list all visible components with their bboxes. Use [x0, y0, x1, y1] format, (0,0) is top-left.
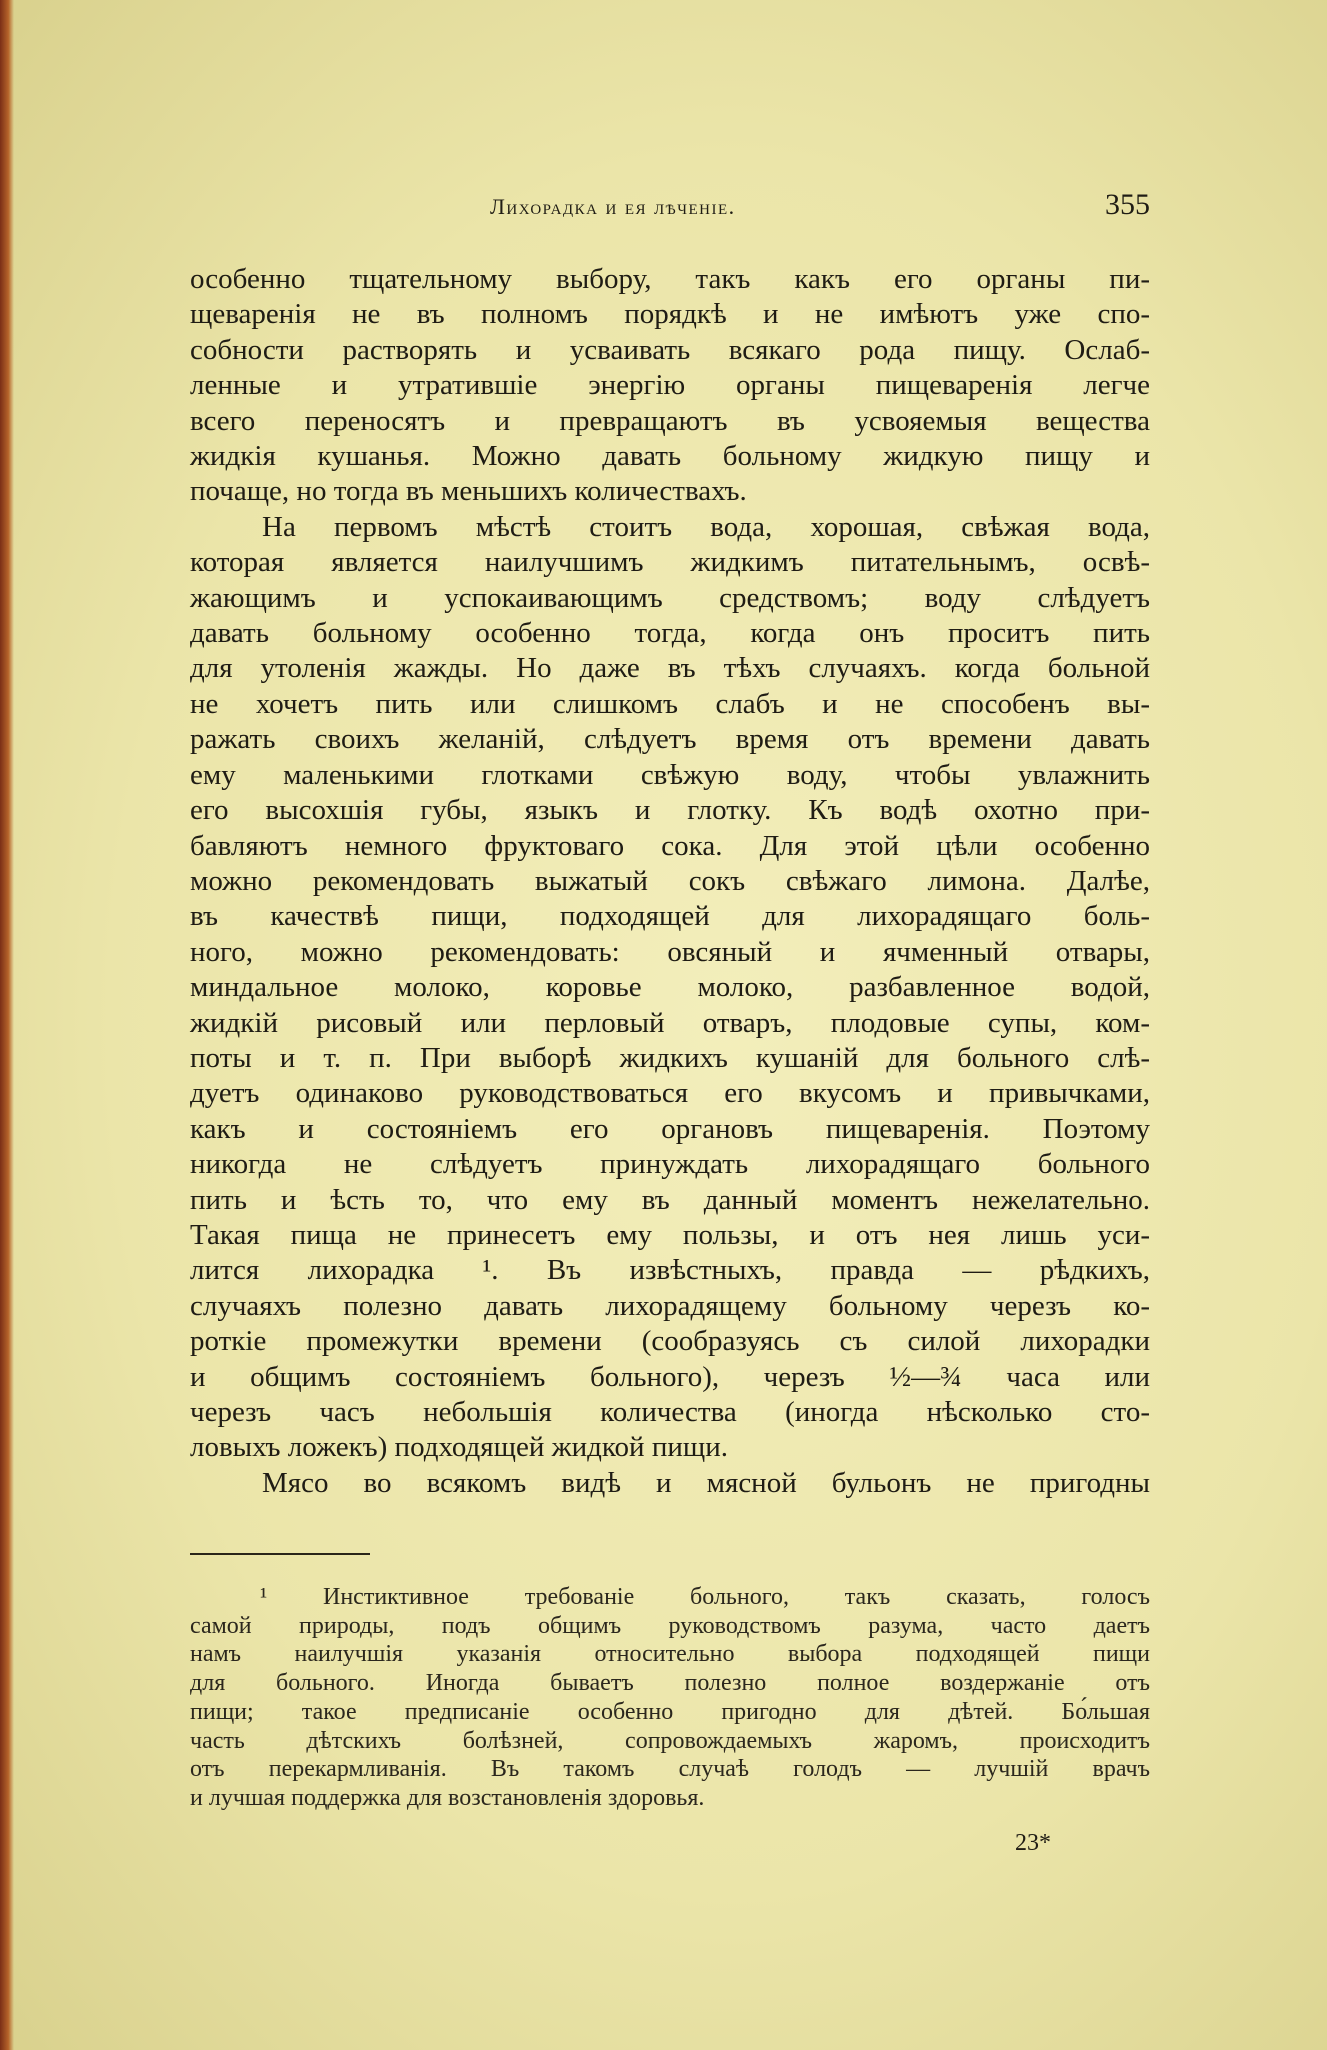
- text-line: жающимъ и успокаивающимъ средствомъ; воду слѣдуетъ: [190, 581, 1150, 614]
- footnote-line: часть дѣтскихъ болѣзней, сопровождаемыхъ жаромъ, происходитъ: [190, 1727, 1150, 1754]
- main-text: [190, 262, 1150, 1501]
- book-spine-edge: [0, 0, 14, 2050]
- text-line: На первомъ мѣстѣ стоитъ вода, хорошая, свѣжая вода,: [262, 510, 1150, 543]
- footnote-line: намъ наилучшія указанія относительно выбора подходящей пищи: [190, 1641, 1150, 1668]
- footnote-separator: [190, 1553, 370, 1555]
- printer-signature-mark: 23*: [1015, 1830, 1051, 1856]
- text-line: которая является наилучшимъ жидкимъ питательнымъ, освѣ-: [190, 546, 1150, 579]
- footnote-line: и лучшая поддержка для возстановленія здоровья.: [190, 1784, 705, 1811]
- footnote: [190, 1583, 1150, 1813]
- text-line: щеваренія не въ полномъ порядкѣ и не имѣютъ уже спо-: [190, 298, 1150, 331]
- text-line: роткіе промежутки времени (сообразуясь съ силой лихорадки: [190, 1325, 1150, 1358]
- text-line: бавляютъ немного фруктоваго сока. Для этой цѣли особенно: [190, 829, 1150, 862]
- text-line: дуетъ одинаково руководствоваться его вкусомъ и привычками,: [190, 1077, 1150, 1110]
- text-line: поты и т. п. При выборѣ жидкихъ кушаній для больного слѣ-: [190, 1041, 1150, 1074]
- text-line: жидкія кушанья. Можно давать больному жидкую пищу и: [190, 440, 1150, 473]
- text-line: собности растворять и усваивать всякаго рода пищу. Ослаб-: [190, 333, 1150, 366]
- footnote-line: отъ перекармливанія. Въ такомъ случаѣ голодъ — лучшій врачъ: [190, 1756, 1150, 1783]
- text-line: его высохшія губы, языкъ и глотку. Къ водѣ охотно при-: [190, 794, 1150, 827]
- text-line: лится лихорадка ¹. Въ извѣстныхъ, правда — рѣдкихъ,: [190, 1254, 1150, 1287]
- text-line: черезъ часъ небольшія количества (иногда нѣсколько сто-: [190, 1396, 1150, 1428]
- text-line: Такая пища не принесетъ ему пользы, и отъ нея лишь уси-: [190, 1218, 1150, 1251]
- text-line: ленные и утратившіе энергію органы пищеваренія легче: [190, 369, 1150, 402]
- footnote-line: пищи; такое предписаніе особенно пригодно для дѣтей. Бо́льшая: [190, 1698, 1150, 1725]
- text-line: Мясо во всякомъ видѣ и мясной бульонъ не пригодны: [262, 1466, 1150, 1499]
- text-line: для утоленія жажды. Но даже въ тѣхъ случаяхъ. когда больной: [190, 652, 1150, 685]
- text-line: почаще, но тогда въ меньшихъ количествахъ.: [190, 475, 747, 508]
- footnote-line: ¹ Инстиктивное требованіе больного, такъ сказать, голосъ: [260, 1584, 1150, 1610]
- footnote-line: самой природы, подъ общимъ руководствомъ разума, часто даетъ: [190, 1612, 1150, 1639]
- text-line: всего переносятъ и превращаютъ въ усвояемыя вещества: [190, 404, 1150, 437]
- running-title: Лихорадка и ея лѣченіе.: [490, 194, 736, 219]
- text-line: можно рекомендовать выжатый сокъ свѣжаго лимона. Далѣе,: [190, 864, 1150, 897]
- text-line: ему маленькими глотками свѣжую воду, чтобы увлажнить: [190, 758, 1150, 791]
- text-line: никогда не слѣдуетъ принуждать лихорадящаго больного: [190, 1148, 1150, 1181]
- text-line: и общимъ состояніемъ больного), черезъ ½—¾ часа или: [190, 1360, 1150, 1393]
- text-line: не хочетъ пить или слишкомъ слабъ и не способенъ вы-: [190, 687, 1150, 720]
- text-line: случаяхъ полезно давать лихорадящему больному черезъ ко-: [190, 1289, 1150, 1322]
- page-number: 355: [1105, 188, 1150, 221]
- text-line: ражать своихъ желаній, слѣдуетъ время отъ времени давать: [190, 723, 1150, 756]
- text-line: въ качествѣ пищи, подходящей для лихорадящаго боль-: [190, 900, 1150, 933]
- text-line: особенно тщательному выбору, такъ какъ его органы пи-: [190, 263, 1150, 295]
- text-line: жидкій рисовый или перловый отваръ, плодовые супы, ком-: [190, 1006, 1150, 1039]
- footnote-line: для больного. Иногда бываетъ полезно полное воздержаніе отъ: [190, 1670, 1150, 1697]
- text-line: давать больному особенно тогда, когда онъ проситъ пить: [190, 617, 1150, 650]
- page-header: [190, 188, 1150, 228]
- text-line: ного, можно рекомендовать: овсяный и ячменный отвары,: [190, 935, 1150, 968]
- text-line: какъ и состояніемъ его органовъ пищеваренія. Поэтому: [190, 1112, 1150, 1145]
- text-line: пить и ѣсть то, что ему въ данный моментъ нежелательно.: [190, 1183, 1150, 1216]
- text-line: миндальное молоко, коровье молоко, разбавленное водой,: [190, 971, 1150, 1004]
- text-line: ловыхъ ложекъ) подходящей жидкой пищи.: [190, 1431, 728, 1464]
